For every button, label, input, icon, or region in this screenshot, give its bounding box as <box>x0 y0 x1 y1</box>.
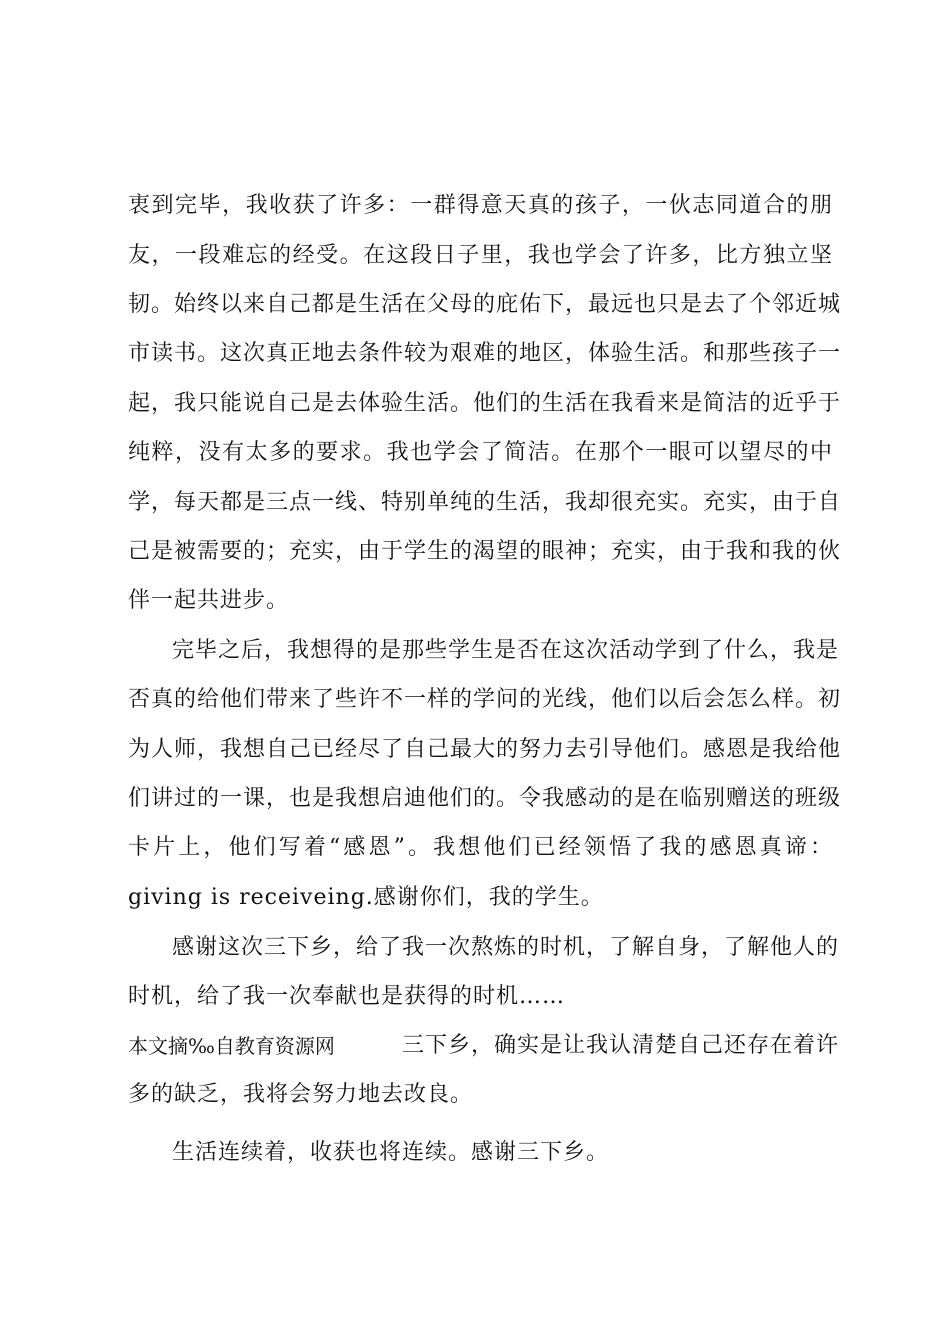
paragraph-first-line: 完毕之后，我想得的是那些学生是否在这次活动学到了什么，我是 <box>172 638 840 663</box>
source-label: 本文摘‰自教育资源网 <box>128 1034 335 1058</box>
text-line: 纯粹，没有太多的要求。我也学会了简洁。在那个一眼可以望尽的中 <box>128 440 833 465</box>
text-line: 伴一起共进步。 <box>128 588 290 613</box>
text-line: 卡片上，他们写着“感恩”。我想他们已经领悟了我的感恩真谛： <box>128 835 833 860</box>
text-line: 学，每天都是三点一线、特别单纯的生活，我却很充实。充实，由于自 <box>128 490 842 515</box>
text-line: 市读书。这次真正地去条件较为艰难的地区，体验生活。和那些孩子一 <box>128 341 842 366</box>
text-line: giving is receiveing.感谢你们，我的学生。 <box>128 885 604 910</box>
text-line: 们讲过的一课，也是我想启迪他们的。令我感动的是在临别赠送的班级 <box>128 786 842 811</box>
text-line: 友，一段难忘的经受。在这段日子里，我也学会了许多，比方独立坚 <box>128 243 833 268</box>
text-line: 为人师，我想自己已经尽了自己最大的努力去引导他们。感恩是我给他 <box>128 737 842 762</box>
paragraph-first-line: 生活连续着，收获也将连续。感谢三下乡。 <box>172 1140 610 1165</box>
text-line: 己是被需要的；充实，由于学生的渴望的眼神；充实，由于我和我的伙 <box>128 539 842 564</box>
text-line: 衷到完毕，我收获了许多：一群得意天真的孩子，一伙志同道合的朋 <box>128 193 833 218</box>
text-line: 多的缺乏，我将会努力地去改良。 <box>128 1082 474 1107</box>
text-line: 否真的给他们带来了些许不一样的学问的光线，他们以后会怎么样。初 <box>128 687 842 712</box>
text-line: 三下乡，确实是让我认清楚自己还存在着许 <box>402 1033 840 1058</box>
text-line: 时机，给了我一次奉献也是获得的时机…… <box>128 984 566 1009</box>
text-line: 韧。始终以来自己都是生活在父母的庇佑下，最远也只是去了个邻近城 <box>128 292 842 317</box>
paragraph-first-line: 感谢这次三下乡，给了我一次熬炼的时机，了解自身，了解他人的 <box>172 935 840 960</box>
text-line: 起，我只能说自己是去体验生活。他们的生活在我看来是简洁的近乎于 <box>128 391 842 416</box>
